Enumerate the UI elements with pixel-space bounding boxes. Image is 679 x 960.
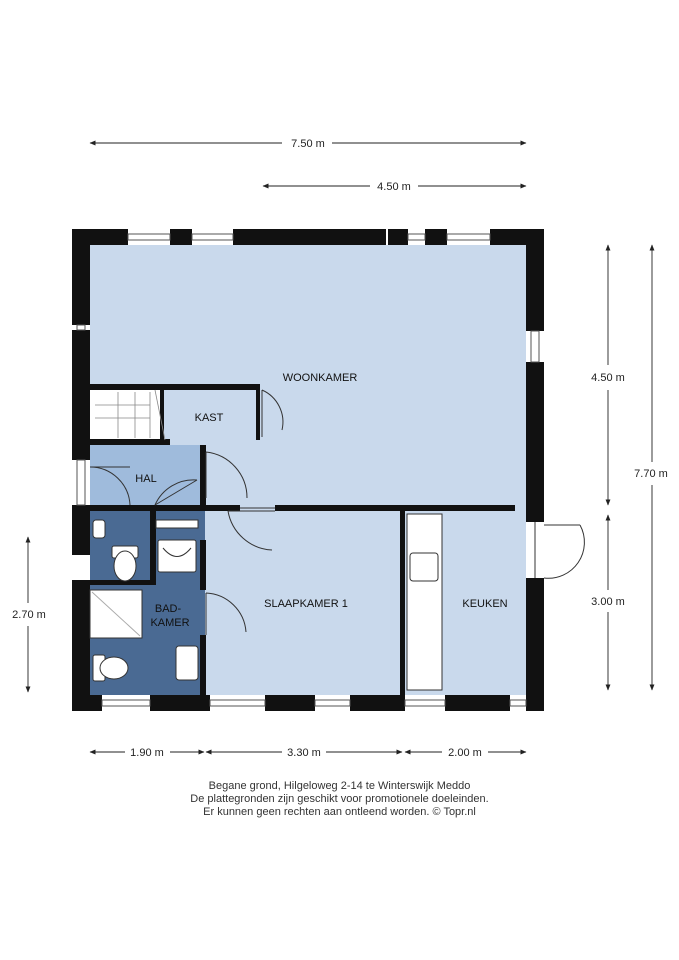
washbasin-2: [176, 646, 198, 680]
dim-top-total: 7.50 m: [291, 138, 325, 150]
kitchen-sink: [410, 553, 438, 581]
dim-bottom-3: 2.00 m: [448, 747, 482, 759]
dim-right-upper: 4.50 m: [591, 372, 625, 384]
dim-right-total: 7.70 m: [634, 468, 668, 480]
caption-line-2: De plattegronden zijn geschikt voor promotionele doeleinden.: [190, 793, 489, 805]
dim-left: 2.70 m: [12, 609, 46, 621]
dim-bottom-2: 3.30 m: [287, 747, 321, 759]
room-badkamer-line2: KAMER: [150, 617, 190, 629]
toilet-bowl-2: [100, 657, 128, 679]
stair-floor: [90, 390, 160, 445]
caption-line-1: Begane grond, Hilgeloweg 2-14 te Winterswijk Meddo: [208, 780, 471, 792]
dim-right-lower: 3.00 m: [591, 596, 625, 608]
caption: [0, 780, 679, 819]
dim-bottom-1: 1.90 m: [130, 747, 164, 759]
room-hal: HAL: [135, 473, 157, 485]
washbasin-small: [93, 520, 105, 538]
caption-line-3: Er kunnen geen rechten aan ontleend worden. © Topr.nl: [203, 806, 476, 818]
toilet-bowl-1: [114, 551, 136, 581]
dim-top-partial: 4.50 m: [377, 181, 411, 193]
room-kast: KAST: [194, 412, 224, 424]
bath-shelf: [156, 520, 198, 528]
room-woonkamer: WOONKAMER: [282, 372, 358, 384]
room-keuken: KEUKEN: [462, 598, 508, 610]
kitchen-counter: [407, 514, 442, 690]
room-badkamer-line1: BAD-: [154, 603, 182, 615]
room-slaapkamer: SLAAPKAMER 1: [264, 598, 348, 610]
